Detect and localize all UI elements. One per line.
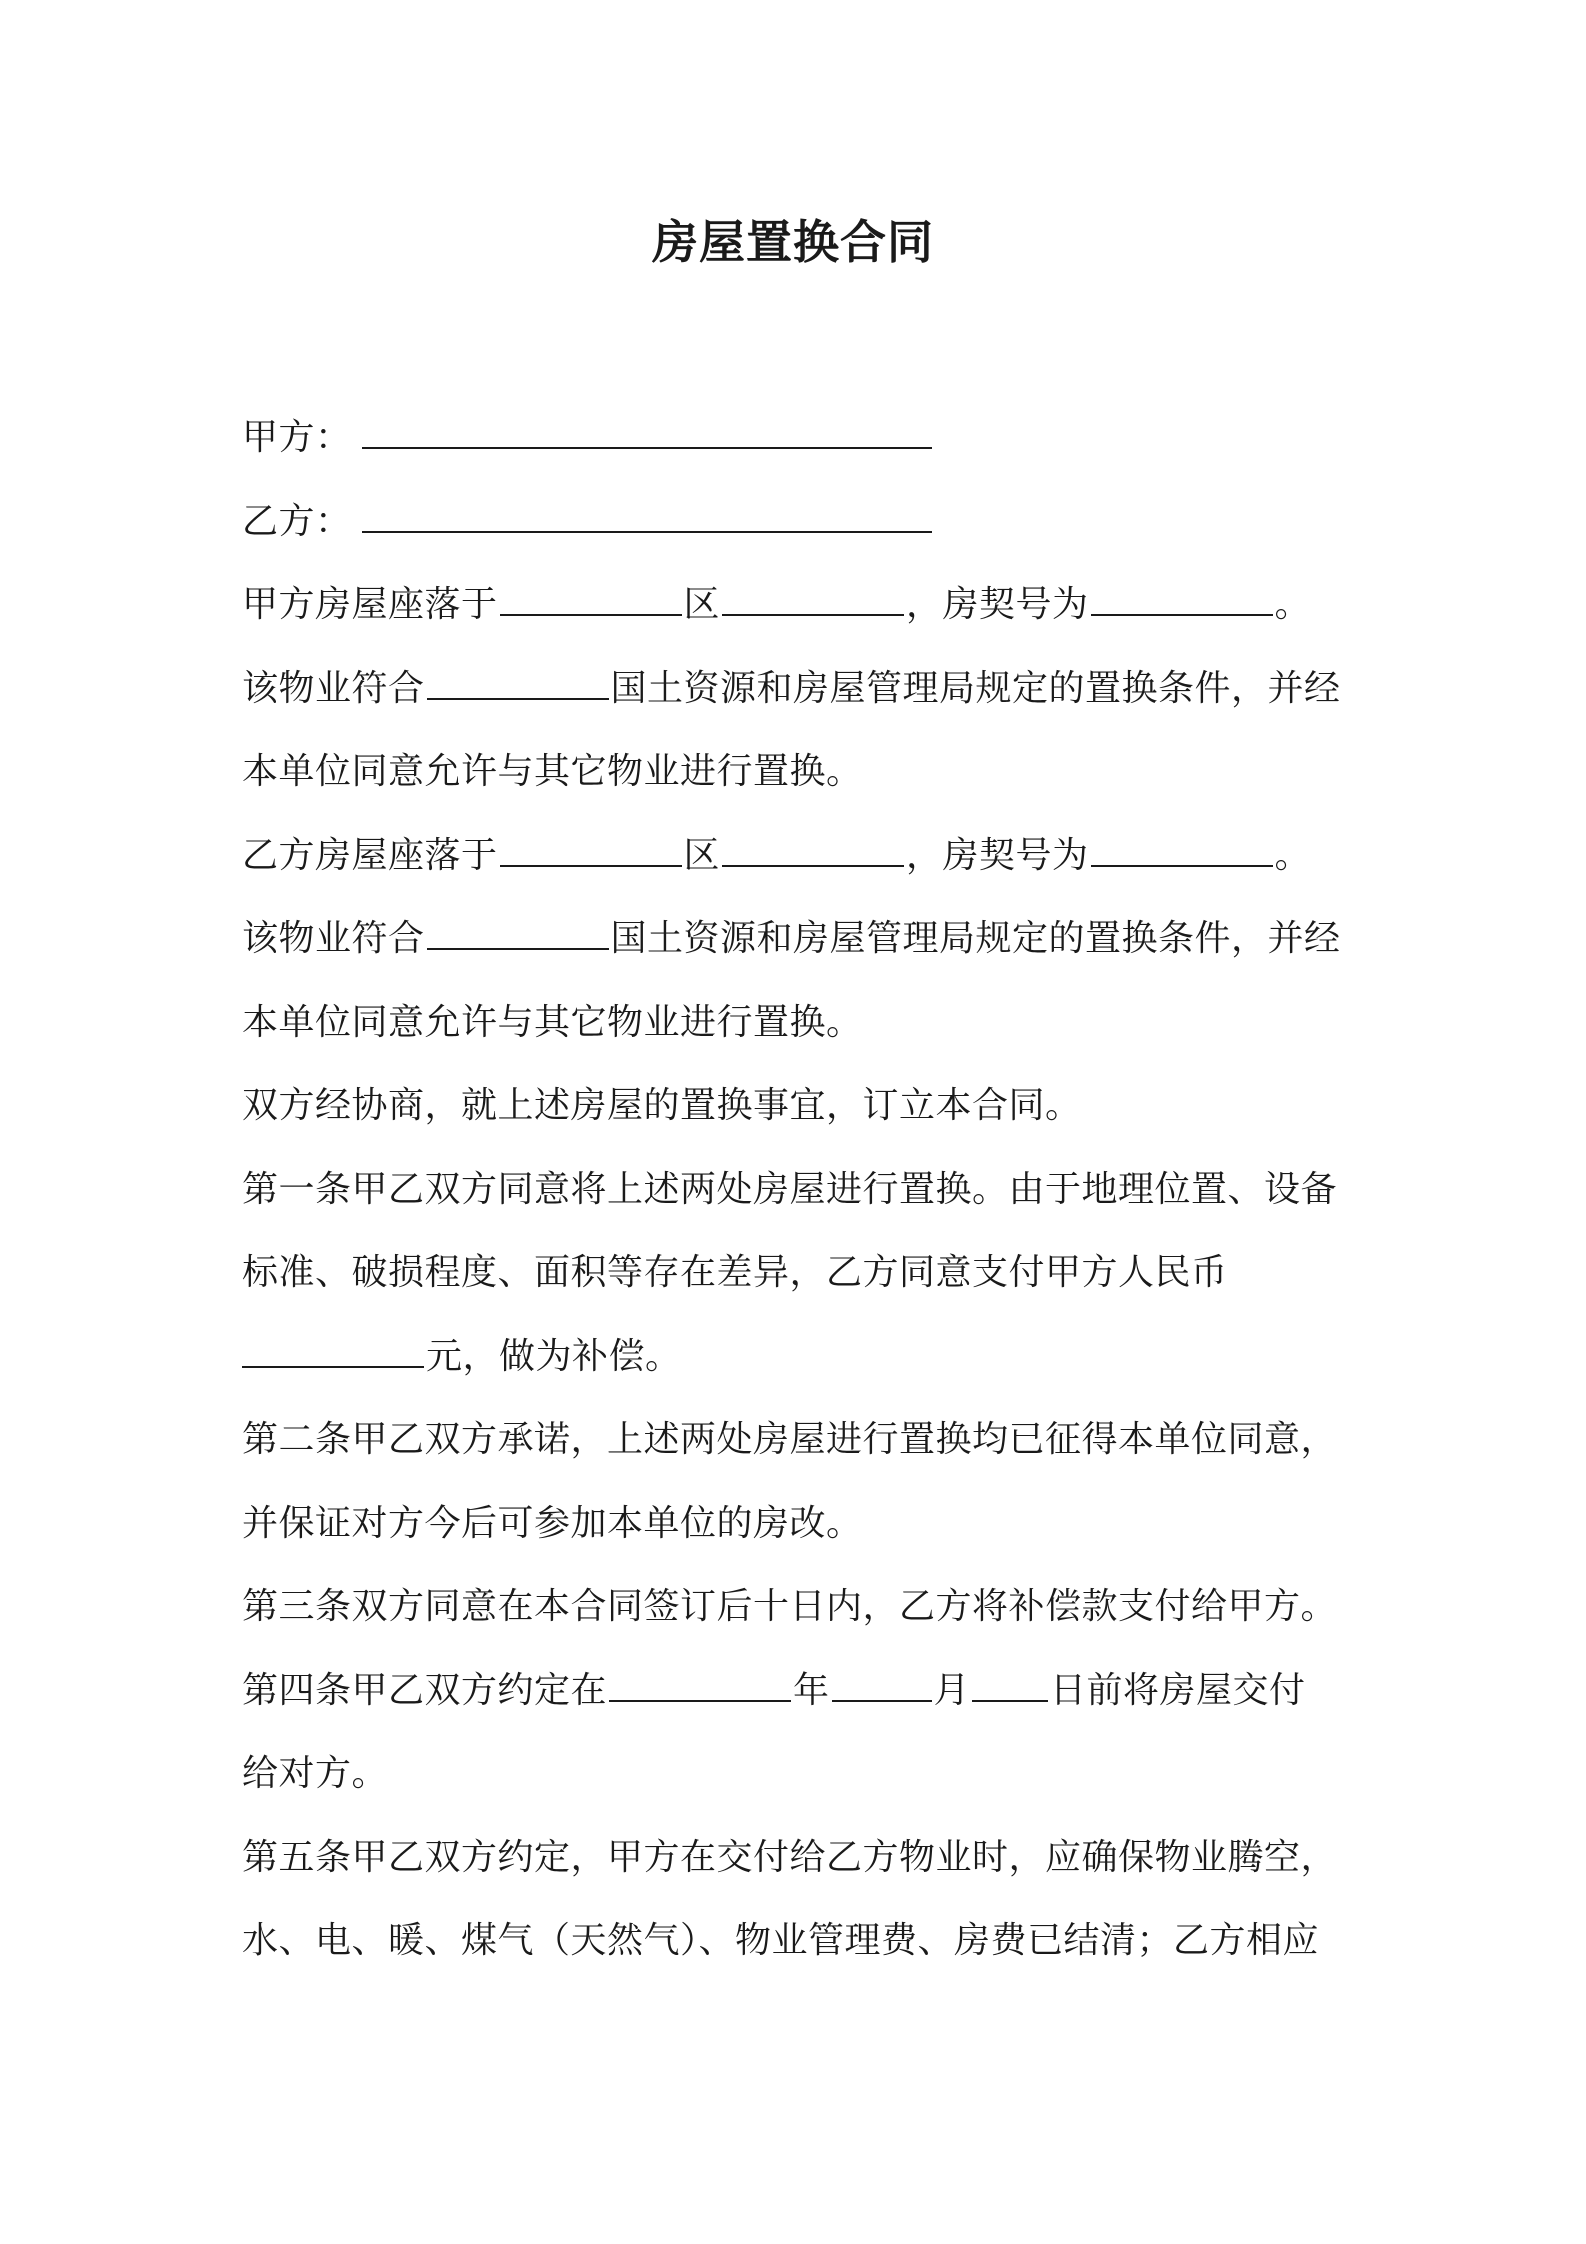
article4-line1 <box>242 1661 1362 1745</box>
party-b-line <box>242 492 1362 576</box>
party-b-property-line2 <box>242 909 1362 993</box>
city-blank <box>427 668 609 700</box>
compensation-amount-blank <box>242 1336 424 1368</box>
party-b-property-line3: 本单位同意允许与其它物业进行置换。 <box>242 1001 863 1043</box>
deed-number-blank <box>1091 835 1273 867</box>
text-segment: 区 <box>683 834 721 876</box>
text-segment: 该物业符合 <box>242 918 425 959</box>
month-blank <box>832 1670 932 1702</box>
text-segment: 国土资源和房屋管理局规定的置换条件，并经 <box>610 667 1341 709</box>
intro-line: 双方经协商，就上述房屋的置换事宜，订立本合同。 <box>242 1085 1082 1126</box>
deed-number-blank <box>1091 584 1273 616</box>
location-blank <box>722 835 904 867</box>
party-b-property-line1 <box>242 826 1362 910</box>
text-segment: 月 <box>933 1669 971 1711</box>
article1-line3 <box>242 1327 1362 1411</box>
article2-line1: 第二条甲乙双方承诺，上述两处房屋进行置换均已征得本单位同意， <box>242 1419 1338 1460</box>
party-a-line <box>242 408 1362 492</box>
text-segment: 元，做为补偿。 <box>426 1335 682 1377</box>
text-segment: 乙方房屋座落于 <box>242 834 498 876</box>
text-segment: 甲方房屋座落于 <box>242 584 498 625</box>
article2-line2: 并保证对方今后可参加本单位的房改。 <box>242 1502 863 1544</box>
party-a-property-line1 <box>242 575 1362 659</box>
text-segment: 该物业符合 <box>242 667 425 709</box>
party-a-blank <box>362 417 932 449</box>
article1-line2: 标准、破损程度、面积等存在差异，乙方同意支付甲方人民币 <box>242 1252 1228 1293</box>
text-segment: 日前将房屋交付 <box>1050 1669 1306 1711</box>
party-a-label: 甲方： <box>242 417 352 458</box>
party-b-label: 乙方： <box>242 500 352 542</box>
text-segment: 第四条甲乙双方约定在 <box>242 1669 608 1711</box>
year-blank <box>609 1670 791 1702</box>
text-segment: ，房契号为 <box>906 584 1089 625</box>
location-blank <box>722 584 904 616</box>
contract-body <box>242 408 1362 1995</box>
district-blank <box>500 584 682 616</box>
text-segment: 。 <box>1274 834 1312 876</box>
text-segment: 区 <box>683 584 721 625</box>
text-segment: ，房契号为 <box>906 834 1089 876</box>
party-a-property-line3: 本单位同意允许与其它物业进行置换。 <box>242 751 863 792</box>
city-blank <box>427 918 609 950</box>
party-a-property-line2 <box>242 659 1362 743</box>
district-blank <box>500 835 682 867</box>
article5-line1: 第五条甲乙双方约定，甲方在交付给乙方物业时，应确保物业腾空， <box>242 1836 1338 1878</box>
text-segment: 年 <box>793 1669 830 1711</box>
article1-line1: 第一条甲乙双方同意将上述两处房屋进行置换。由于地理位置、设备 <box>242 1168 1338 1210</box>
party-b-blank <box>362 501 932 533</box>
text-segment: 国土资源和房屋管理局规定的置换条件，并经 <box>610 918 1341 959</box>
article4-line2: 给对方。 <box>242 1753 389 1794</box>
day-blank <box>972 1670 1048 1702</box>
article5-line2: 水、电、暖、煤气（天然气）、物业管理费、房费已结清；乙方相应 <box>242 1920 1320 1961</box>
document-title: 房屋置换合同 <box>652 215 934 269</box>
text-segment: 。 <box>1274 584 1312 625</box>
article3-line1: 第三条双方同意在本合同签订后十日内，乙方将补偿款支付给甲方。 <box>242 1586 1338 1627</box>
